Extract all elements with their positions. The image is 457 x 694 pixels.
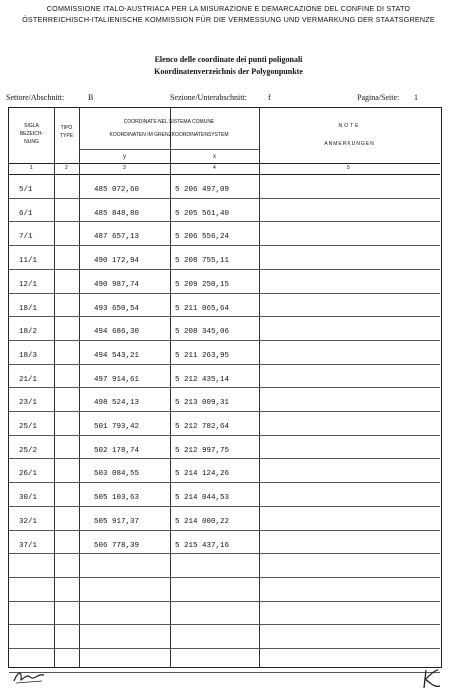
column-header-note: NOTE — [338, 123, 361, 129]
coordinate-x: 5 211 065,64 — [175, 304, 230, 313]
coordinate-y: 485 848,80 — [94, 209, 140, 218]
sezione-label: Sezione/Unterabschnitt: — [170, 93, 247, 102]
coordinate-y: 498 524,13 — [94, 399, 140, 408]
document-title-italian: Elenco delle coordinate dei punti poligonali — [154, 55, 303, 64]
row-divider — [9, 245, 440, 246]
row-divider — [9, 624, 440, 625]
point-id: 37/1 — [19, 541, 38, 550]
point-id: 18/3 — [19, 351, 38, 360]
coordinate-y: 485 072,60 — [94, 186, 140, 194]
coordinate-x: 5 208 755,11 — [175, 257, 230, 266]
column-number-3: 3 — [123, 165, 126, 171]
handwritten-initials-right — [420, 668, 444, 694]
coordinate-x: 5 206 556,24 — [175, 233, 230, 242]
commission-title-german: ÖSTERREICHISCH-ITALIENISCHE KOMMISSION FÜR DIE VERMESSUNG UND VERMARKUNG DER STAATSGRENZE — [22, 15, 435, 24]
coordinate-x: 5 212 997,75 — [175, 446, 230, 455]
point-id: 12/1 — [19, 280, 38, 289]
point-id: 7/1 — [19, 233, 33, 242]
row-divider — [9, 506, 440, 507]
coordinate-y: 501 793,42 — [94, 423, 140, 431]
sezione-value: f — [268, 93, 271, 102]
coordinate-y: 494 543,21 — [94, 351, 140, 360]
coordinate-x: 5 208 345,06 — [175, 328, 230, 337]
point-id: 25/1 — [19, 423, 38, 431]
coordinate-x: 5 212 782,64 — [175, 423, 230, 431]
column-number-1: 1 — [30, 165, 33, 171]
column-number-4: 4 — [213, 165, 216, 171]
coordinate-y: 502 178,74 — [94, 446, 140, 455]
coordinate-x: 5 211 263,95 — [175, 351, 230, 360]
coordinate-x: 5 214 124,26 — [175, 470, 230, 479]
point-id: 18/2 — [19, 328, 38, 337]
coordinate-x: 5 214 000,22 — [175, 517, 230, 526]
coordinate-y: 490 987,74 — [94, 280, 140, 289]
coordinate-x: 5 206 497,09 — [175, 186, 230, 194]
row-divider — [9, 340, 440, 341]
row-divider — [9, 293, 440, 294]
coordinate-table — [8, 107, 442, 668]
coordinate-y: 493 650,54 — [94, 304, 140, 313]
point-id: 5/1 — [19, 186, 33, 194]
point-id: 26/1 — [19, 470, 38, 479]
row-divider — [9, 435, 440, 436]
coordinate-x: 5 213 009,31 — [175, 399, 230, 408]
column-header-koordinaten: KOORDINATEN IM GRENZKOORDINATENSYSTEM — [109, 132, 229, 138]
coordinate-x: 5 212 435,14 — [175, 375, 230, 384]
coordinate-y: 487 657,13 — [94, 233, 140, 242]
point-id: 6/1 — [19, 209, 33, 218]
column-header-tipo: TIPO TYPE — [59, 125, 74, 139]
coordinate-y: 505 917,37 — [94, 517, 140, 526]
point-id: 21/1 — [19, 375, 38, 384]
coordinate-x: 5 205 561,40 — [175, 209, 230, 218]
row-divider — [9, 364, 440, 365]
pagina-label: Pagina/Seite: — [357, 93, 400, 102]
settore-value: B — [88, 93, 94, 102]
row-divider — [9, 198, 440, 199]
row-divider — [9, 530, 440, 531]
row-divider — [9, 482, 440, 483]
handwritten-initials-left — [12, 667, 48, 689]
coordinate-x: 5 215 437,16 — [175, 541, 230, 550]
point-id: 18/1 — [19, 304, 38, 313]
row-divider — [9, 672, 440, 673]
row-divider — [9, 411, 440, 412]
point-id: 11/1 — [19, 257, 38, 266]
column-header-x: x — [213, 154, 216, 160]
row-divider — [9, 648, 440, 649]
coordinate-y: 497 914,61 — [94, 375, 140, 384]
row-divider — [9, 387, 440, 388]
coordinate-x: 5 214 044,53 — [175, 494, 230, 503]
coordinate-x: 5 209 250,15 — [175, 280, 230, 289]
row-divider — [9, 458, 440, 459]
column-number-2: 2 — [65, 165, 68, 171]
settore-label: Settore/Abschnitt: — [6, 93, 65, 102]
pagina-value: 1 — [414, 93, 418, 102]
document-title-german: Koordinatenverzeichnis der Polygonpunkte — [154, 67, 303, 76]
column-header-sigla: SIGLA BEZEICH- NUNG — [19, 123, 44, 145]
point-id: 23/1 — [19, 399, 38, 408]
row-divider — [9, 553, 440, 554]
column-header-anmerkungen: ANMERKUNGEN — [324, 141, 375, 147]
column-number-5: 5 — [347, 165, 350, 171]
row-divider — [9, 316, 440, 317]
coordinate-y: 503 084,55 — [94, 470, 140, 479]
row-divider — [9, 601, 440, 602]
coordinate-y: 490 172,94 — [94, 257, 140, 266]
point-id: 30/1 — [19, 494, 38, 503]
column-header-y: y — [123, 154, 126, 160]
column-header-coordinate: COORDINATE NEL SISTEMA COMUNE — [123, 119, 215, 125]
point-id: 32/1 — [19, 517, 38, 526]
point-id: 25/2 — [19, 446, 38, 455]
coordinate-y: 494 686,30 — [94, 328, 140, 337]
commission-title-italian: COMMISSIONE ITALO-AUSTRIACA PER LA MISURAZIONE E DEMARCAZIONE DEL CONFINE DI STATO — [46, 4, 411, 13]
row-divider — [9, 221, 440, 222]
row-divider — [9, 269, 440, 270]
coordinate-y: 505 103,63 — [94, 494, 140, 503]
coordinate-y: 506 778,39 — [94, 541, 140, 550]
row-divider — [9, 577, 440, 578]
